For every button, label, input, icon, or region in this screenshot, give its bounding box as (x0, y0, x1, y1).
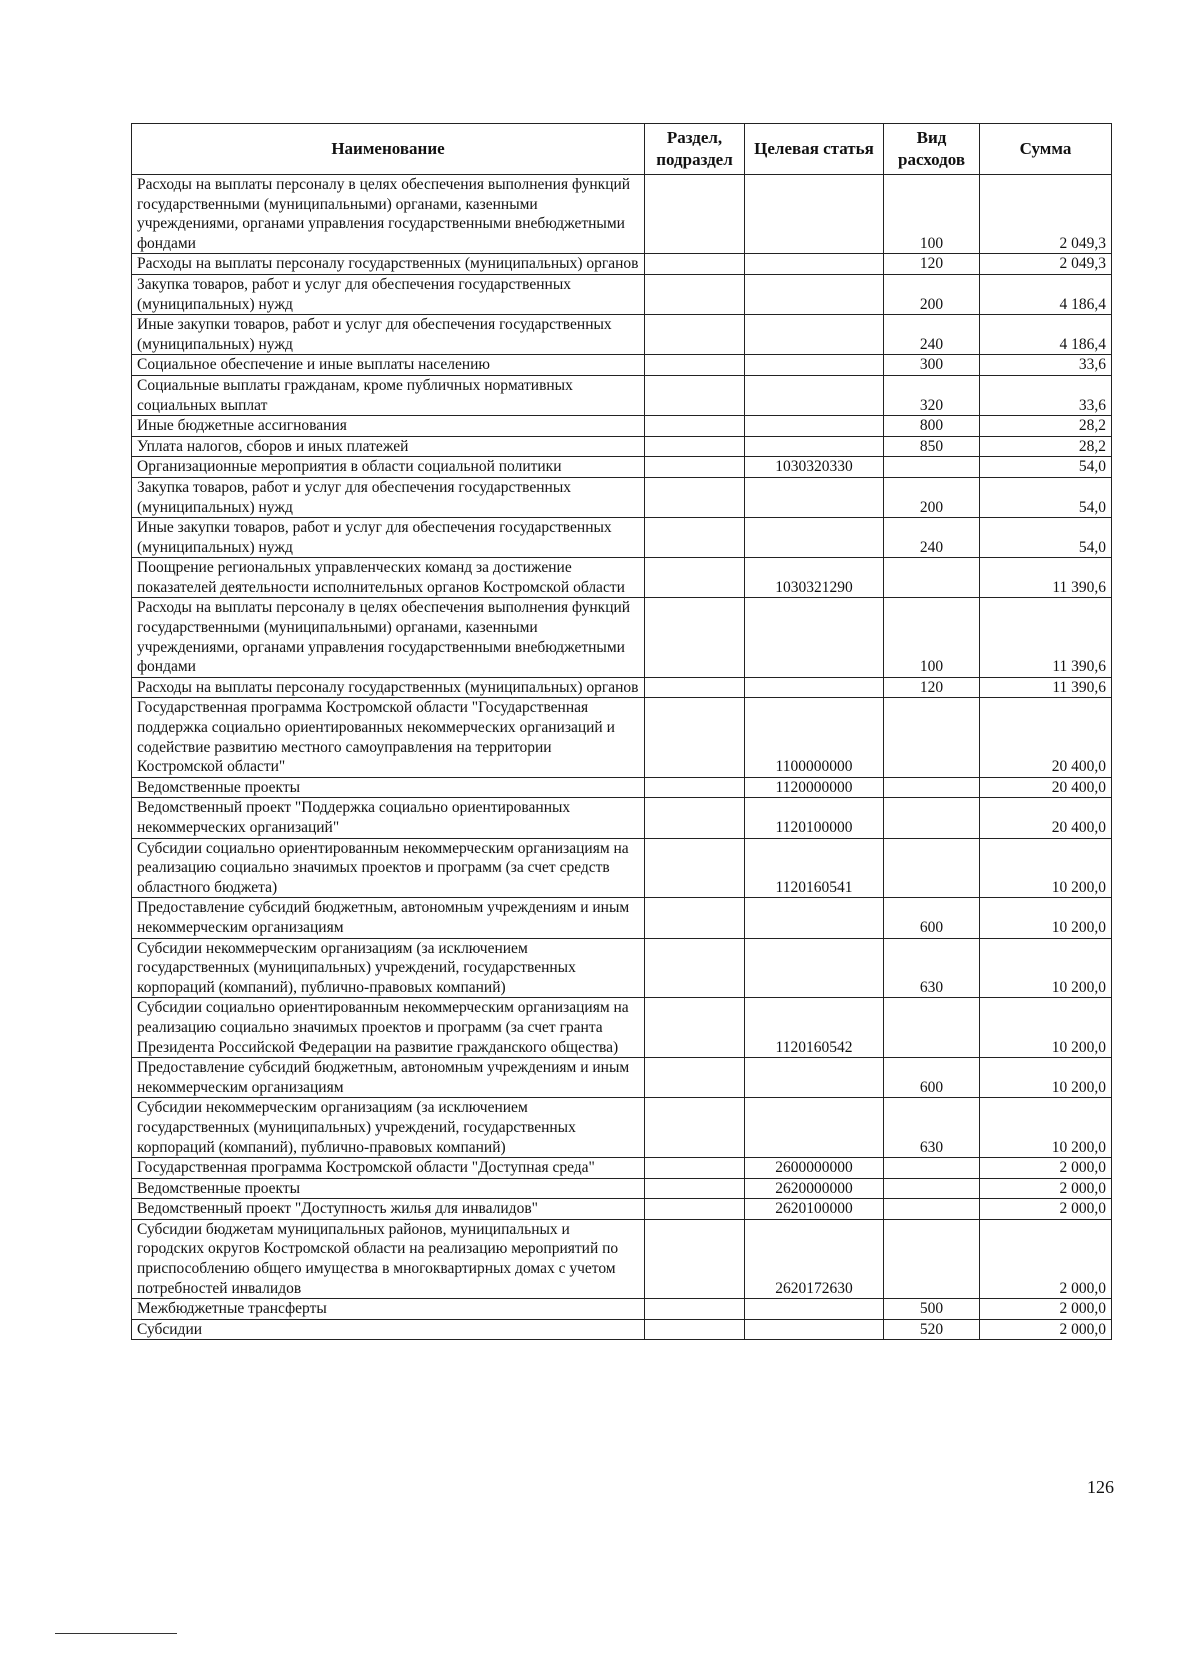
footnote-divider (55, 1633, 177, 1634)
cell-name: Субсидии некоммерческим организациям (за исключением государственных (муниципальных) учреждений, государственных корпораций (компаний), публично-правовых компаний) (132, 1098, 645, 1158)
cell-section (645, 1098, 745, 1158)
cell-section (645, 898, 745, 938)
cell-type: 800 (884, 416, 980, 437)
cell-name: Расходы на выплаты персоналу в целях обеспечения выполнения функций государственными (муниципальными) органами, казенными учреждениями, органами управления государственными внебюджетными фондами (132, 175, 645, 254)
table-row (132, 436, 1112, 457)
table-row (132, 315, 1112, 355)
cell-sum: 20 400,0 (980, 798, 1112, 838)
table-row (132, 1098, 1112, 1158)
table-row (132, 1199, 1112, 1220)
cell-section (645, 375, 745, 415)
table-row (132, 1219, 1112, 1298)
cell-name: Субсидии социально ориентированным некоммерческим организациям на реализацию социально значимых проектов и программ (за счет средств областного бюджета) (132, 838, 645, 898)
header-name: Наименование (132, 124, 645, 175)
cell-sum: 10 200,0 (980, 1098, 1112, 1158)
cell-type: 120 (884, 254, 980, 275)
cell-type (884, 1178, 980, 1199)
cell-target: 2620172630 (745, 1219, 884, 1298)
cell-name: Расходы на выплаты персоналу государственных (муниципальных) органов (132, 254, 645, 275)
budget-table (131, 123, 1112, 1340)
cell-target (745, 375, 884, 415)
cell-type (884, 558, 980, 598)
cell-sum: 2 000,0 (980, 1199, 1112, 1220)
cell-type: 300 (884, 355, 980, 376)
cell-name: Государственная программа Костромской области "Государственная поддержка социально ориентированных некоммерческих организаций и содействие развитию местного самоуправления на территории Костромской области" (132, 698, 645, 777)
table-row (132, 355, 1112, 376)
cell-target (745, 355, 884, 376)
cell-target: 1030321290 (745, 558, 884, 598)
cell-sum: 10 200,0 (980, 1058, 1112, 1098)
cell-target (745, 677, 884, 698)
header-section: Раздел, подраздел (645, 124, 745, 175)
cell-sum: 2 000,0 (980, 1299, 1112, 1320)
table-row (132, 598, 1112, 677)
cell-section (645, 274, 745, 314)
cell-name: Субсидии бюджетам муниципальных районов, муниципальных и городских округов Костромской области на реализацию мероприятий по приспособлению общего имущества в многоквартирных домах с учетом потребностей инвалидов (132, 1219, 645, 1298)
cell-name: Субсидии социально ориентированным некоммерческим организациям на реализацию социально значимых проектов и программ (за счет гранта Президента Российской Федерации на развитие гражданского общества) (132, 998, 645, 1058)
cell-name: Расходы на выплаты персоналу в целях обеспечения выполнения функций государственными (муниципальными) органами, казенными учреждениями, органами управления государственными внебюджетными фондами (132, 598, 645, 677)
cell-section (645, 598, 745, 677)
cell-target (745, 938, 884, 998)
cell-target: 1120160541 (745, 838, 884, 898)
table-row (132, 375, 1112, 415)
cell-section (645, 1299, 745, 1320)
cell-name: Ведомственный проект "Поддержка социально ориентированных некоммерческих организаций" (132, 798, 645, 838)
cell-sum: 4 186,4 (980, 274, 1112, 314)
table-row (132, 698, 1112, 777)
cell-sum: 33,6 (980, 375, 1112, 415)
cell-target (745, 477, 884, 517)
cell-type (884, 998, 980, 1058)
cell-section (645, 998, 745, 1058)
cell-type: 850 (884, 436, 980, 457)
cell-sum: 54,0 (980, 477, 1112, 517)
cell-target (745, 598, 884, 677)
cell-sum: 54,0 (980, 518, 1112, 558)
table-row (132, 798, 1112, 838)
cell-type (884, 1199, 980, 1220)
cell-name: Предоставление субсидий бюджетным, автономным учреждениям и иным некоммерческим организациям (132, 1058, 645, 1098)
cell-target (745, 254, 884, 275)
cell-sum: 2 049,3 (980, 254, 1112, 275)
page-number: 126 (1087, 1477, 1114, 1497)
cell-sum: 11 390,6 (980, 598, 1112, 677)
header-target: Целевая статья (745, 124, 884, 175)
cell-sum: 2 000,0 (980, 1319, 1112, 1340)
cell-name: Поощрение региональных управленческих команд за достижение показателей деятельности исполнительных органов Костромской области (132, 558, 645, 598)
cell-sum: 10 200,0 (980, 938, 1112, 998)
cell-target (745, 898, 884, 938)
cell-type: 320 (884, 375, 980, 415)
cell-target: 1030320330 (745, 457, 884, 478)
cell-sum: 2 000,0 (980, 1178, 1112, 1199)
cell-name: Иные закупки товаров, работ и услуг для обеспечения государственных (муниципальных) нужд (132, 315, 645, 355)
cell-section (645, 677, 745, 698)
cell-target (745, 518, 884, 558)
cell-target (745, 315, 884, 355)
table-row (132, 1158, 1112, 1179)
cell-section (645, 175, 745, 254)
cell-section (645, 518, 745, 558)
cell-sum: 2 000,0 (980, 1158, 1112, 1179)
table-row (132, 838, 1112, 898)
cell-type: 600 (884, 1058, 980, 1098)
cell-name: Ведомственный проект "Доступность жилья для инвалидов" (132, 1199, 645, 1220)
cell-section (645, 477, 745, 517)
cell-sum: 20 400,0 (980, 698, 1112, 777)
cell-name: Межбюджетные трансферты (132, 1299, 645, 1320)
table-row (132, 457, 1112, 478)
cell-section (645, 1199, 745, 1220)
cell-type: 630 (884, 1098, 980, 1158)
cell-target: 2620100000 (745, 1199, 884, 1220)
cell-section (645, 777, 745, 798)
cell-sum: 20 400,0 (980, 777, 1112, 798)
table-row (132, 677, 1112, 698)
cell-type: 200 (884, 477, 980, 517)
cell-name: Организационные мероприятия в области социальной политики (132, 457, 645, 478)
cell-sum: 11 390,6 (980, 677, 1112, 698)
table-body (132, 175, 1112, 1340)
cell-target (745, 1058, 884, 1098)
cell-type: 630 (884, 938, 980, 998)
cell-sum: 11 390,6 (980, 558, 1112, 598)
cell-section (645, 1219, 745, 1298)
cell-section (645, 1158, 745, 1179)
cell-sum: 10 200,0 (980, 838, 1112, 898)
cell-sum: 10 200,0 (980, 998, 1112, 1058)
cell-type (884, 457, 980, 478)
table-row (132, 1319, 1112, 1340)
header-sum: Сумма (980, 124, 1112, 175)
cell-type: 500 (884, 1299, 980, 1320)
cell-target (745, 416, 884, 437)
table-row (132, 898, 1112, 938)
cell-target: 2600000000 (745, 1158, 884, 1179)
cell-name: Субсидии некоммерческим организациям (за исключением государственных (муниципальных) учреждений, государственных корпораций (компаний), публично-правовых компаний) (132, 938, 645, 998)
table-row (132, 416, 1112, 437)
cell-name: Уплата налогов, сборов и иных платежей (132, 436, 645, 457)
cell-name: Социальные выплаты гражданам, кроме публичных нормативных социальных выплат (132, 375, 645, 415)
cell-type: 240 (884, 518, 980, 558)
table-row (132, 1299, 1112, 1320)
table-header-row (132, 124, 1112, 175)
table-row (132, 175, 1112, 254)
cell-section (645, 1319, 745, 1340)
cell-section (645, 558, 745, 598)
cell-type (884, 798, 980, 838)
cell-name: Расходы на выплаты персоналу государственных (муниципальных) органов (132, 677, 645, 698)
cell-section (645, 838, 745, 898)
cell-sum: 28,2 (980, 436, 1112, 457)
cell-target: 1120100000 (745, 798, 884, 838)
cell-name: Ведомственные проекты (132, 1178, 645, 1199)
cell-target (745, 175, 884, 254)
table-row (132, 777, 1112, 798)
table-row (132, 938, 1112, 998)
cell-sum: 10 200,0 (980, 898, 1112, 938)
cell-sum: 54,0 (980, 457, 1112, 478)
cell-type (884, 1158, 980, 1179)
cell-section (645, 315, 745, 355)
cell-sum: 4 186,4 (980, 315, 1112, 355)
cell-target (745, 1299, 884, 1320)
cell-type: 100 (884, 598, 980, 677)
cell-type (884, 838, 980, 898)
cell-name: Субсидии (132, 1319, 645, 1340)
cell-target (745, 274, 884, 314)
table-row (132, 254, 1112, 275)
table-row (132, 518, 1112, 558)
cell-target: 2620000000 (745, 1178, 884, 1199)
cell-target: 1120000000 (745, 777, 884, 798)
cell-section (645, 355, 745, 376)
cell-section (645, 436, 745, 457)
cell-sum: 2 000,0 (980, 1219, 1112, 1298)
cell-target (745, 1319, 884, 1340)
cell-target (745, 436, 884, 457)
cell-section (645, 1178, 745, 1199)
cell-sum: 28,2 (980, 416, 1112, 437)
header-type: Вид расходов (884, 124, 980, 175)
cell-type: 100 (884, 175, 980, 254)
cell-target (745, 1098, 884, 1158)
cell-type: 520 (884, 1319, 980, 1340)
cell-target: 1120160542 (745, 998, 884, 1058)
cell-name: Иные закупки товаров, работ и услуг для обеспечения государственных (муниципальных) нужд (132, 518, 645, 558)
table-row (132, 477, 1112, 517)
cell-name: Государственная программа Костромской области "Доступная среда" (132, 1158, 645, 1179)
cell-type: 200 (884, 274, 980, 314)
cell-section (645, 938, 745, 998)
table-row (132, 1058, 1112, 1098)
cell-name: Иные бюджетные ассигнования (132, 416, 645, 437)
cell-name: Предоставление субсидий бюджетным, автономным учреждениям и иным некоммерческим организациям (132, 898, 645, 938)
cell-name: Ведомственные проекты (132, 777, 645, 798)
table-row (132, 558, 1112, 598)
cell-type: 240 (884, 315, 980, 355)
cell-type: 600 (884, 898, 980, 938)
cell-name: Социальное обеспечение и иные выплаты населению (132, 355, 645, 376)
cell-section (645, 798, 745, 838)
cell-section (645, 457, 745, 478)
table-row (132, 998, 1112, 1058)
table-row (132, 1178, 1112, 1199)
cell-section (645, 1058, 745, 1098)
cell-type: 120 (884, 677, 980, 698)
cell-sum: 33,6 (980, 355, 1112, 376)
cell-type (884, 1219, 980, 1298)
cell-type (884, 698, 980, 777)
table-row (132, 274, 1112, 314)
cell-section (645, 698, 745, 777)
cell-section (645, 254, 745, 275)
cell-section (645, 416, 745, 437)
cell-sum: 2 049,3 (980, 175, 1112, 254)
cell-name: Закупка товаров, работ и услуг для обеспечения государственных (муниципальных) нужд (132, 274, 645, 314)
cell-target: 1100000000 (745, 698, 884, 777)
cell-type (884, 777, 980, 798)
cell-name: Закупка товаров, работ и услуг для обеспечения государственных (муниципальных) нужд (132, 477, 645, 517)
